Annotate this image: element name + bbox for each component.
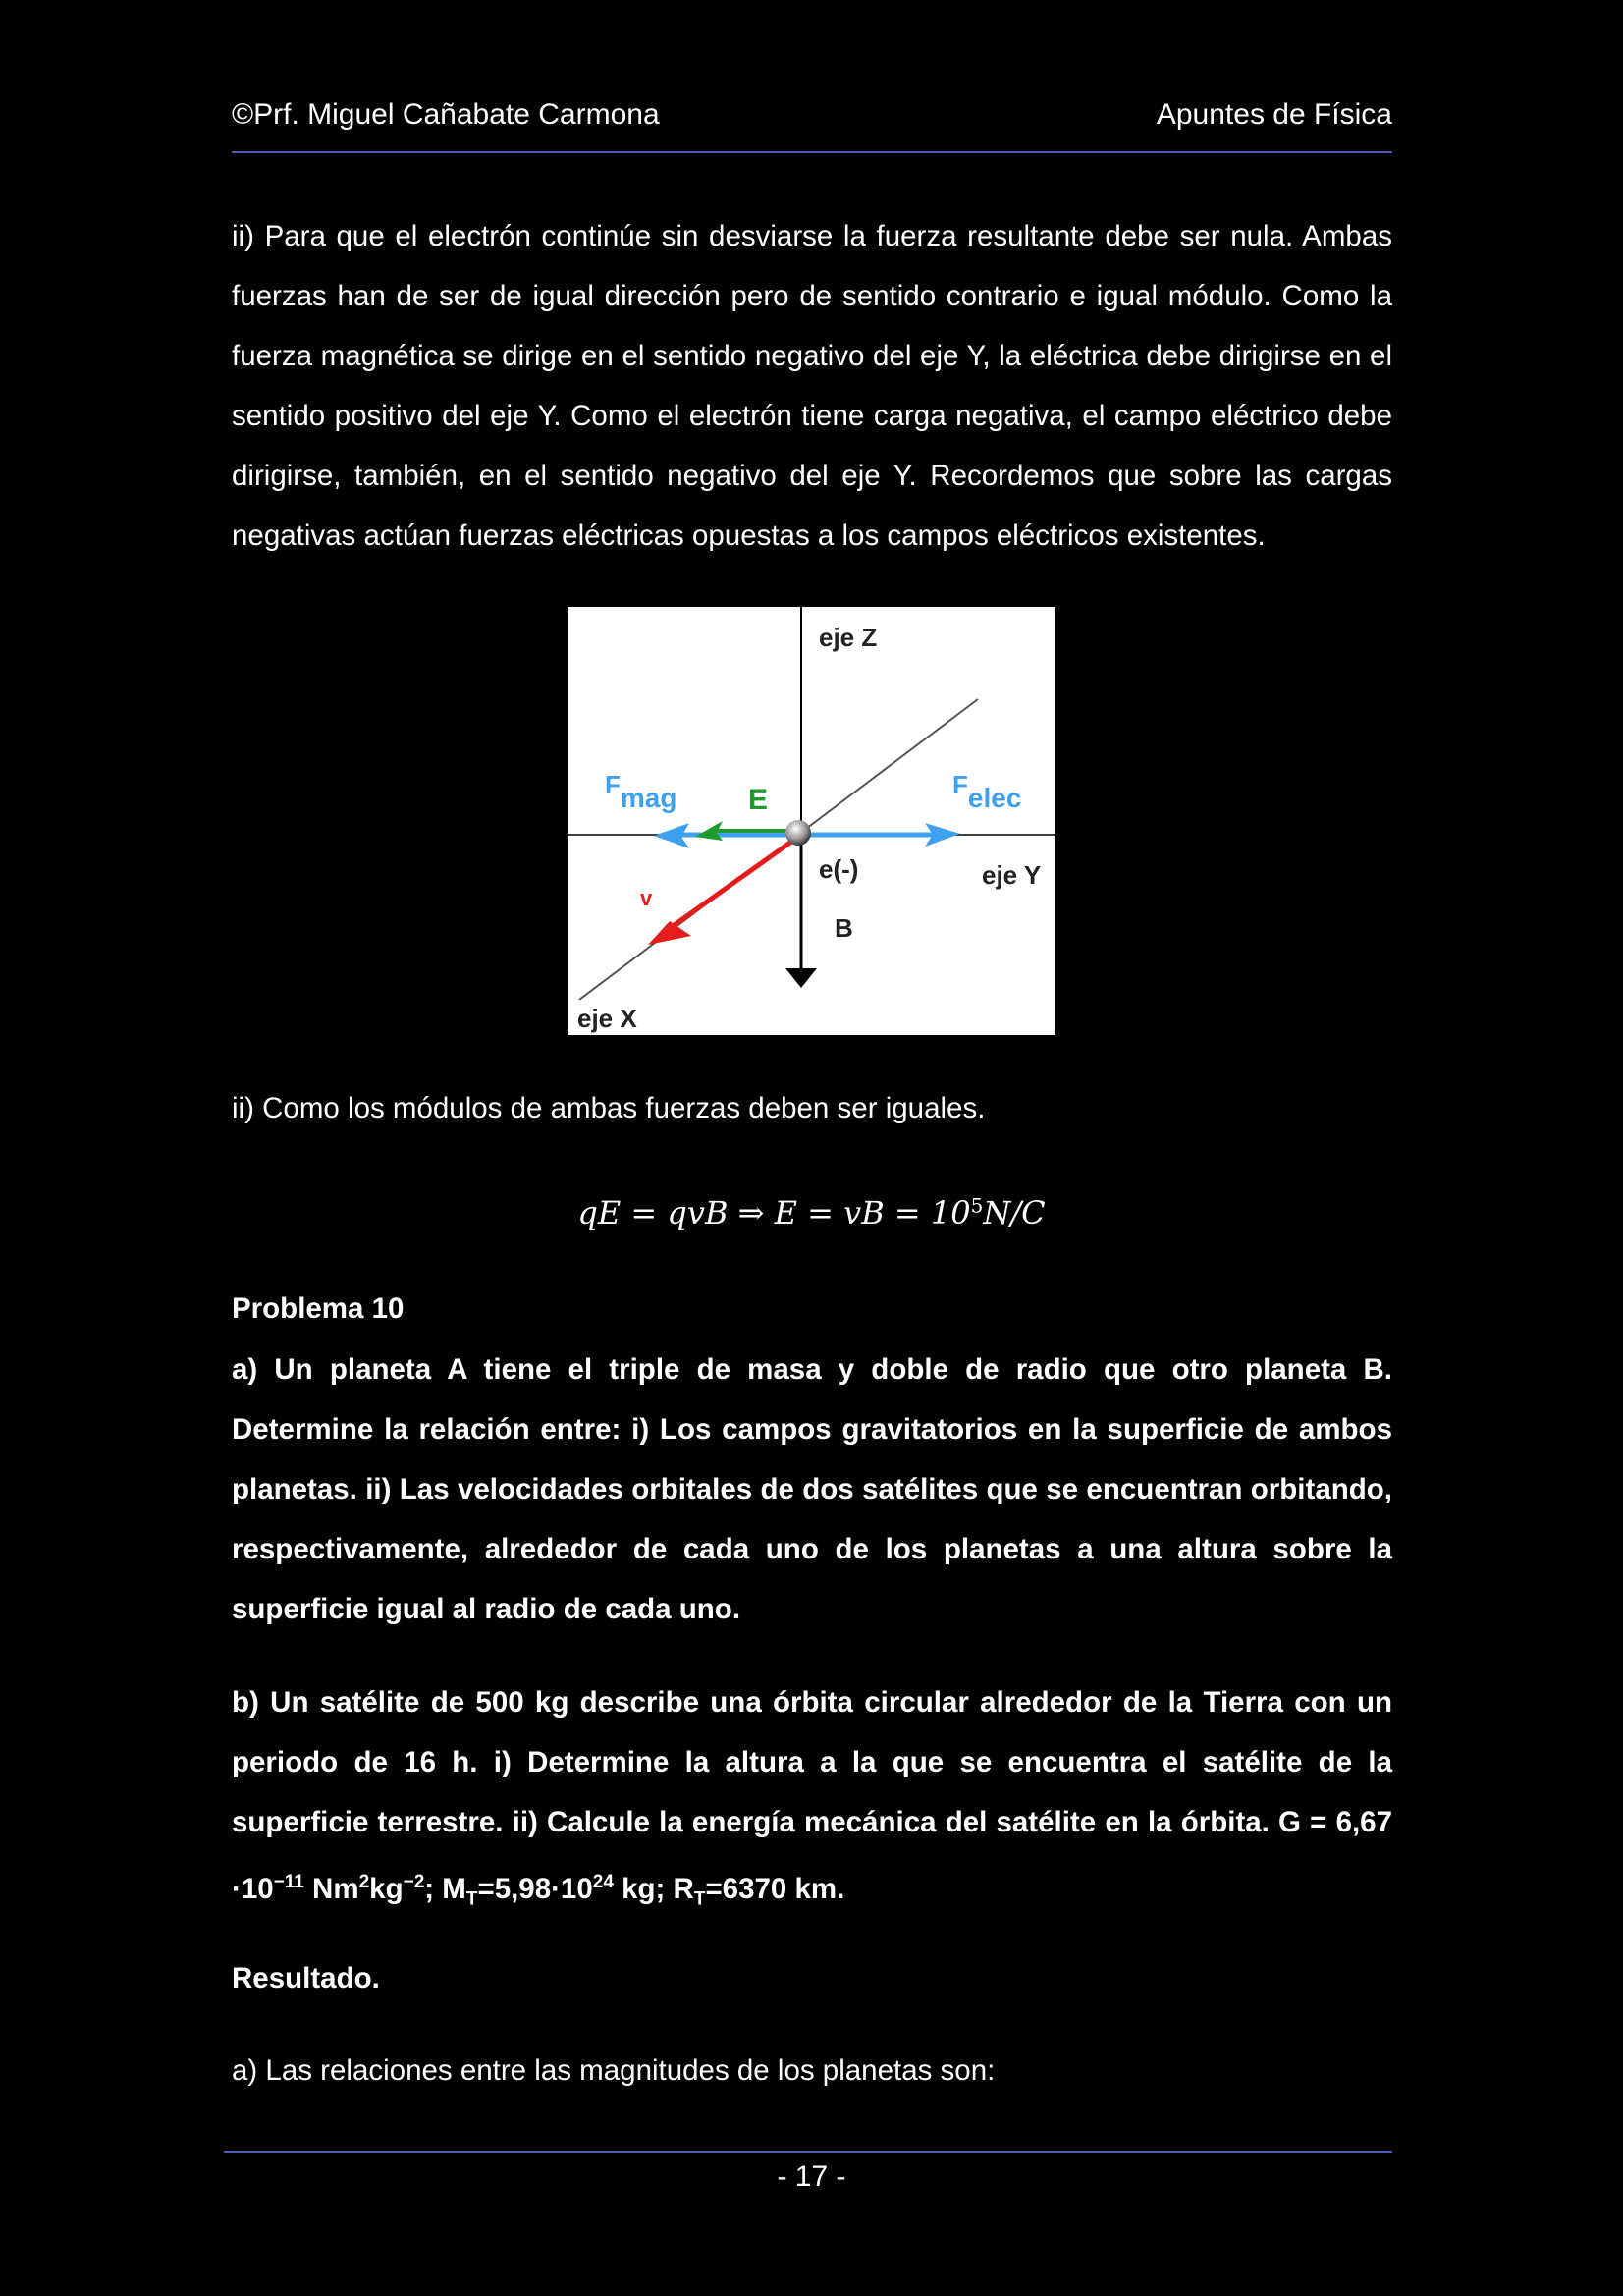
- problem-title: Problema 10: [232, 1292, 405, 1325]
- label-charge: e(-): [819, 854, 859, 884]
- page-number: - 17 -: [777, 2160, 846, 2193]
- b-vector-head: [785, 968, 817, 988]
- equation-unit: N/C: [983, 1194, 1046, 1231]
- equation-field: [0, 1194, 1623, 1231]
- velocity-head: [648, 921, 691, 945]
- label-f-elec: Felec: [952, 770, 1022, 813]
- electron-sphere: [785, 820, 811, 846]
- page-header: [232, 94, 1392, 153]
- label-axis-z: eje Z: [819, 623, 878, 652]
- paragraph-modules: ii) Como los módulos de ambas fuerzas deben ser iguales.: [232, 1092, 986, 1124]
- header-title: Apuntes de Física: [1156, 98, 1392, 131]
- label-axis-y: eje Y: [982, 860, 1042, 890]
- label-b-field: B: [835, 913, 853, 943]
- equation-exponent: 5: [970, 1193, 984, 1218]
- footer-divider: [224, 2151, 1392, 2153]
- velocity-line: [662, 835, 801, 934]
- label-f-mag: Fmag: [605, 770, 677, 813]
- label-velocity: v: [640, 886, 653, 910]
- problem-part-b: b) Un satélite de 500 kg describe una órbita circular alrededor de la Tierra con un periodo de 16 h. i) Determine la altura a la que se encuentra el satélite de la superficie terrestre. ii) Calcule la energía mecánica del satélite en la órbita. $G = 6,67 \cdot 10^{-11}$ $Nm^2kg^{-2}$; $M_T=5,98\cdot 10^{24}$ kg; $R_T=6370$ km.: [232, 1686, 1392, 1910]
- result-line: a) Las relaciones entre las magnitudes de los planetas son:: [232, 2054, 996, 2087]
- force-diagram: [568, 607, 1055, 1035]
- label-axis-x: eje X: [577, 1004, 637, 1033]
- equation-lhs: qE = qvB ⇒ E = vB = 10: [577, 1194, 971, 1231]
- label-e-field: E: [748, 784, 769, 816]
- result-title: Resultado.: [232, 1962, 380, 1995]
- paragraph-explanation: ii) Para que el electrón continúe sin desviarse la fuerza resultante debe ser nula. Ambas fuerzas han de ser de igual dirección pero de sentido contrario e igual módulo. Como la fuerza magnética se dirige en el sentido negativo del eje Y, la eléctrica debe dirigirse en el sentido positivo del eje Y. Como el electrón tiene carga negativa, el campo eléctrico debe dirigirse, también, en el sentido negativo del eje Y. Recordemos que sobre las cargas negativas actúan fuerzas eléctricas opuestas a los campos eléctricos existentes.: [232, 220, 1392, 552]
- part-b-text: b) Un satélite de 500 kg describe una órbita circular alrededor de la Tierra con un periodo de 16 h. i) Determine la altura a la que se encuentra el satélite de la superficie terrestre. ii) Calcule la energía mecánica del satélite en la órbita. G = 6,67 ·10: [232, 1686, 1392, 1905]
- header-author: ©Prf. Miguel Cañabate Carmona: [232, 98, 660, 131]
- problem-part-a: a) Un planeta A tiene el triple de masa y doble de radio que otro planeta B. Determine la relación entre: i) Los campos gravitatorios en la superficie de ambos planetas. ii) Las velocidades orbitales de dos satélites que se encuentran orbitando, respectivamente, alrededor de cada uno de los planetas a una altura sobre la superficie igual al radio de cada uno.: [232, 1353, 1392, 1625]
